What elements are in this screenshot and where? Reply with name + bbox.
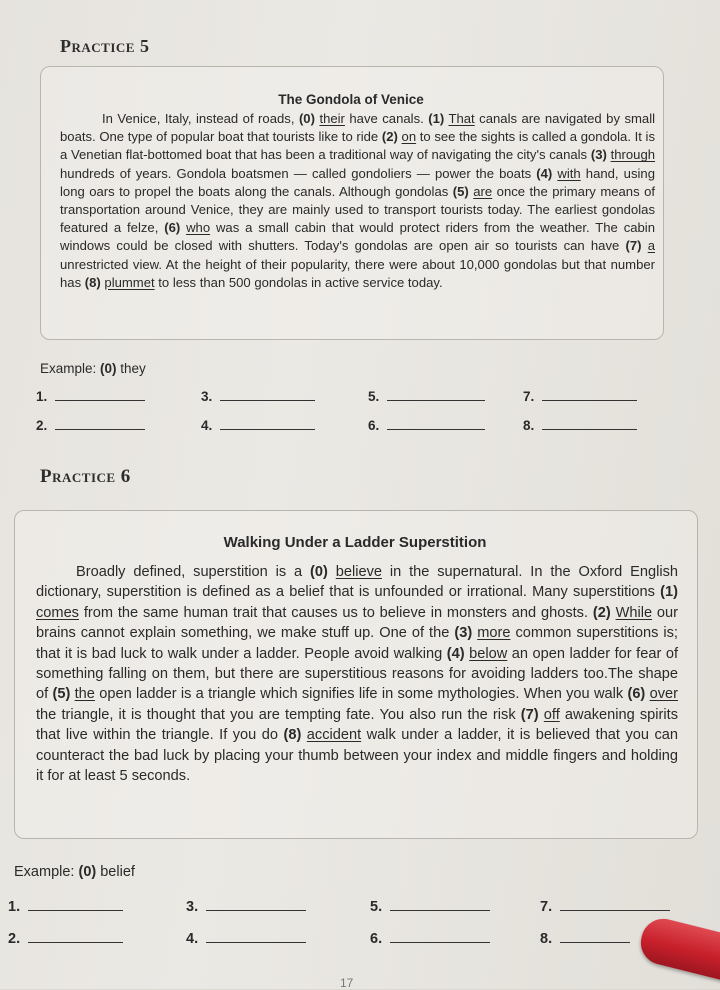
underlined-word: through [610,147,656,163]
item-number: (4) [536,165,553,181]
example-label: Example: [14,864,79,880]
item-number: (8) [84,274,101,290]
underlined-word: plummet [104,274,155,290]
underlined-word: believe [335,564,382,580]
page-number: 17 [340,976,354,990]
answer-blank-7[interactable]: 7. [523,388,637,404]
answer-blank-3[interactable]: 3. [186,898,306,915]
practice-6-title: Walking Under a Ladder Superstition [223,534,487,551]
answer-blank-4[interactable]: 4. [201,417,315,433]
practice-5-passage: In Venice, Italy, instead of roads, (0) their have canals. (1) That canals are navigated by small boats. One type of popular boat that tourists like to ride (2) on to see the sights is called a gondola. It is a Venetian flat-bottomed boat that has been a traditional way of navigating the city's canals (3) through hundreds of years. Gondola boatsmen — called gondoliers — power the boats (4) with hand, using long oars to propel the boats along the canals. Although gondolas (5) are once the primary means of transportation around Venice, they are mainly used to transport tourists today. The earliest gondolas featured a felze, (6) who was a small cabin that would protect riders from the weather. The cabin windows could be closed with shutters. Today's gondolas are open air so tourists can have (7) a unrestricted view. At the height of their popularity, there were about 10,000 gondolas but that number has (8) plummet to less than 500 gondolas in active service today. [60,111,656,290]
underlined-word: off [543,706,560,723]
underlined-word: on [401,129,417,145]
underlined-word: are [473,183,493,199]
item-number: (2) [592,604,611,621]
answer-blank-1[interactable]: 1. [8,898,123,915]
answer-blank-6[interactable]: 6. [370,930,490,947]
example-answer: they [116,361,146,376]
example-answer: belief [96,864,135,880]
item-number: (2) [381,129,398,145]
answer-blank-8[interactable]: 8. [540,930,630,947]
underlined-word: a [647,238,655,254]
item-number: (7) [625,238,642,254]
answer-blank-8[interactable]: 8. [523,417,637,433]
practice-6-passage: Broadly defined, superstition is a (0) believe in the supernatural. In the Oxford English dictionary, superstition is defined as a belief that is unfounded or irrational. Many superstitions (1) comes from the same human trait that causes us to believe in monsters and ghosts. (2) While our brains cannot explain something, we make stuff up. One of the (3) more common superstitions is; that it is bad luck to walk under a ladder. People avoid walking (4) below an open ladder for fear of something falling on them, but there are superstitious reasons for avoiding ladders too.The shape of (5) the open ladder is a triangle which signifies life in some mythologies. When you walk (6) over the triangle, it is thought that you are tempting fate. You also run the risk (7) off awakening spirits that live within the triangle. If you do (8) accident walk under a ladder, it is believed that you can counteract the bad luck by placing your thumb between your index and middle fingers and holding it for at least 5 seconds. [36,564,678,785]
item-number: (3) [454,625,473,642]
example-number: (0) [100,361,117,376]
item-number: (6) [627,686,646,703]
practice-5-example [40,361,146,376]
underlined-word: the [74,686,95,703]
underlined-word: their [319,111,345,126]
item-number: (1) [428,111,445,126]
item-number: (5) [452,183,469,199]
practice-5-title: The Gondola of Venice [278,92,424,107]
item-number: (3) [590,147,607,163]
underlined-word: more [477,625,511,642]
practice-6-example [14,864,135,880]
answer-blank-5[interactable]: 5. [370,898,490,915]
example-number: (0) [78,864,97,880]
practice-5-heading: Practice 5 [60,36,150,56]
answer-blank-2[interactable]: 2. [8,930,123,947]
underlined-word: comes [36,604,79,621]
answer-blank-2[interactable]: 2. [36,417,145,433]
practice-6-heading: Practice 6 [40,466,131,487]
item-number: (0) [298,111,315,126]
item-number: (1) [660,584,678,601]
underlined-word: with [557,165,581,181]
answer-blank-4[interactable]: 4. [186,930,306,947]
answer-blank-7[interactable]: 7. [540,898,670,915]
answer-blank-3[interactable]: 3. [201,388,315,404]
item-number: (4) [446,645,465,662]
item-number: (7) [520,706,539,723]
underlined-word: who [186,220,211,236]
underlined-word: below [469,645,508,662]
item-number: (5) [52,686,71,703]
underlined-word: While [615,604,653,621]
underlined-word: That [448,111,475,126]
item-number: (8) [283,727,302,744]
item-number: (6) [164,220,181,236]
underlined-word: over [649,686,678,703]
red-pen [636,914,720,988]
answer-blank-5[interactable]: 5. [368,388,485,404]
item-number: (0) [310,564,328,580]
answer-blank-6[interactable]: 6. [368,417,485,433]
example-label: Example: [40,361,101,376]
answer-blank-1[interactable]: 1. [36,388,145,404]
underlined-word: accident [306,727,362,744]
